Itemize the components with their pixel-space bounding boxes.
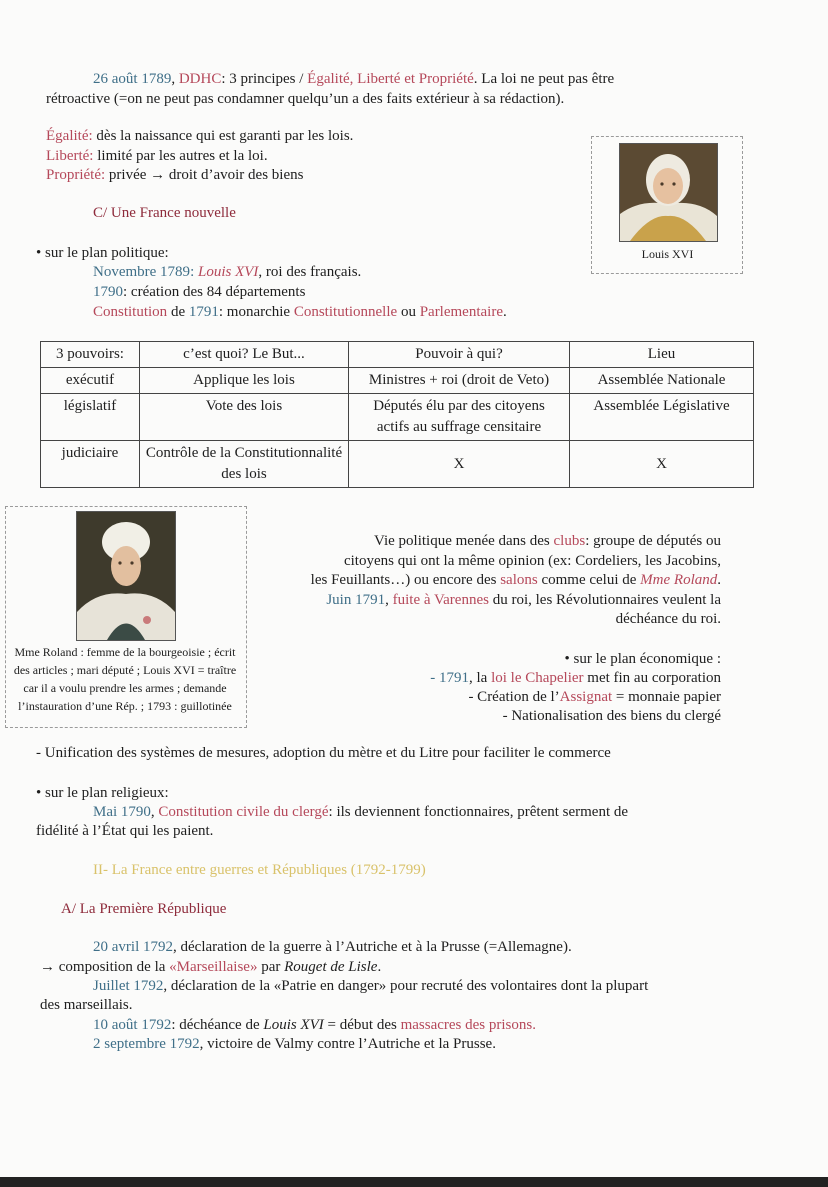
table-cell: Assemblée Législative	[570, 394, 754, 441]
table-header-cell: 3 pouvoirs:	[41, 342, 140, 368]
clubs-line-3: les Feuillants…) ou encore des salons comme celui de Mme Roland.	[310, 572, 721, 588]
definition-propriete: Propriété: privée → droit d’avoir des biens	[46, 167, 304, 183]
table-cell: Vote des lois	[140, 394, 349, 441]
intro-line-2: rétroactive (=on ne peut pas condamner quelqu’un a des faits extérieur à sa rédaction).	[46, 91, 565, 107]
economique-line-1: - 1791, la loi le Chapelier met fin au corporation	[430, 670, 721, 686]
republique-line-6: 2 septembre 1792, victoire de Valmy contre l’Autriche et la Prusse.	[93, 1036, 496, 1052]
table-row	[41, 441, 754, 488]
powers-table	[40, 341, 754, 488]
portrait-image-icon	[77, 512, 175, 640]
section-2-heading: II- La France entre guerres et Républiques (1792-1799)	[93, 862, 426, 878]
republique-line-2: → composition de la «Marseillaise» par Rouget de Lisle.	[40, 959, 382, 975]
clubs-line-5: déchéance du roi.	[615, 611, 721, 627]
table-cell: législatif	[41, 394, 140, 441]
section-c-heading: C/ Une France nouvelle	[93, 205, 236, 221]
definition-egalite: Égalité: dès la naissance qui est garanti par les lois.	[46, 128, 354, 144]
table-cell: X	[570, 441, 754, 488]
clubs-line-1: Vie politique menée dans des clubs: groupe de députés ou	[374, 533, 721, 549]
republique-line-4: des marseillais.	[40, 997, 133, 1013]
page-bottom-edge	[0, 1177, 828, 1187]
table-cell: Applique les lois	[140, 368, 349, 394]
table-cell: Ministres + roi (droit de Veto)	[349, 368, 570, 394]
politique-heading: • sur le plan politique:	[36, 245, 169, 261]
table-header-cell: Pouvoir à qui?	[349, 342, 570, 368]
politique-line-2: 1790: création des 84 départements	[93, 284, 306, 300]
roland-caption: Mme Roland : femme de la bourgeoisie ; écrit des articles ; mari député ; Louis XVI = traître car il a voulu prendre les armes ; demande l’instauration d’une Rép. ; 1793 : guillotinée	[13, 645, 237, 713]
republique-line-5: 10 août 1792: déchéance de Louis XVI = début des massacres des prisons.	[93, 1017, 536, 1033]
religieux-heading: • sur le plan religieux:	[36, 785, 169, 801]
louis-xvi-caption: Louis XVI	[641, 247, 694, 261]
clubs-line-4: Juin 1791, fuite à Varennes du roi, les Révolutionnaires veulent la	[326, 592, 721, 608]
economique-line-3: - Nationalisation des biens du clergé	[502, 708, 721, 724]
politique-line-1: Novembre 1789: Louis XVI, roi des français.	[93, 264, 362, 280]
table-row	[41, 368, 754, 394]
table-cell: X	[349, 441, 570, 488]
louis-xvi-portrait	[619, 143, 718, 242]
religieux-line-2: fidélité à l’État qui les paient.	[36, 823, 214, 839]
economique-heading: • sur le plan économique :	[564, 651, 721, 667]
section-a-heading: A/ La Première République	[61, 901, 227, 917]
intro-line-1: 26 août 1789, DDHC: 3 principes / Égalité, Liberté et Propriété. La loi ne peut pas être	[93, 71, 615, 87]
religieux-line-1: Mai 1790, Constitution civile du clergé: ils deviennent fonctionnaires, prêtent serment de	[93, 804, 629, 820]
republique-line-3: Juillet 1792, déclaration de la «Patrie en danger» pour recruté des volontaires dont la plupart	[93, 978, 649, 994]
table-cell: Assemblée Nationale	[570, 368, 754, 394]
table-header-row	[41, 342, 754, 368]
roland-portrait	[76, 511, 176, 641]
table-header-cell: c’est quoi? Le But...	[140, 342, 349, 368]
table-cell: Députés élu par des citoyens actifs au suffrage censitaire	[349, 394, 570, 441]
table-cell: Contrôle de la Constitutionnalité des lois	[140, 441, 349, 488]
republique-line-1: 20 avril 1792, déclaration de la guerre à l’Autriche et à la Prusse (=Allemagne).	[93, 939, 572, 955]
clubs-line-2: citoyens qui ont la même opinion (ex: Cordeliers, les Jacobins,	[343, 553, 721, 569]
mesures-line: - Unification des systèmes de mesures, adoption du mètre et du Litre pour faciliter le commerce	[36, 745, 611, 761]
politique-line-3: Constitution de 1791: monarchie Constitutionnelle ou Parlementaire.	[93, 304, 507, 320]
table-row	[41, 394, 754, 441]
definition-liberte: Liberté: limité par les autres et la loi.	[46, 148, 268, 164]
table-cell: judiciaire	[41, 441, 140, 488]
economique-line-2: - Création de l’Assignat = monnaie papier	[468, 689, 721, 705]
table-cell: exécutif	[41, 368, 140, 394]
table-header-cell: Lieu	[570, 342, 754, 368]
portrait-image-icon	[620, 144, 717, 241]
